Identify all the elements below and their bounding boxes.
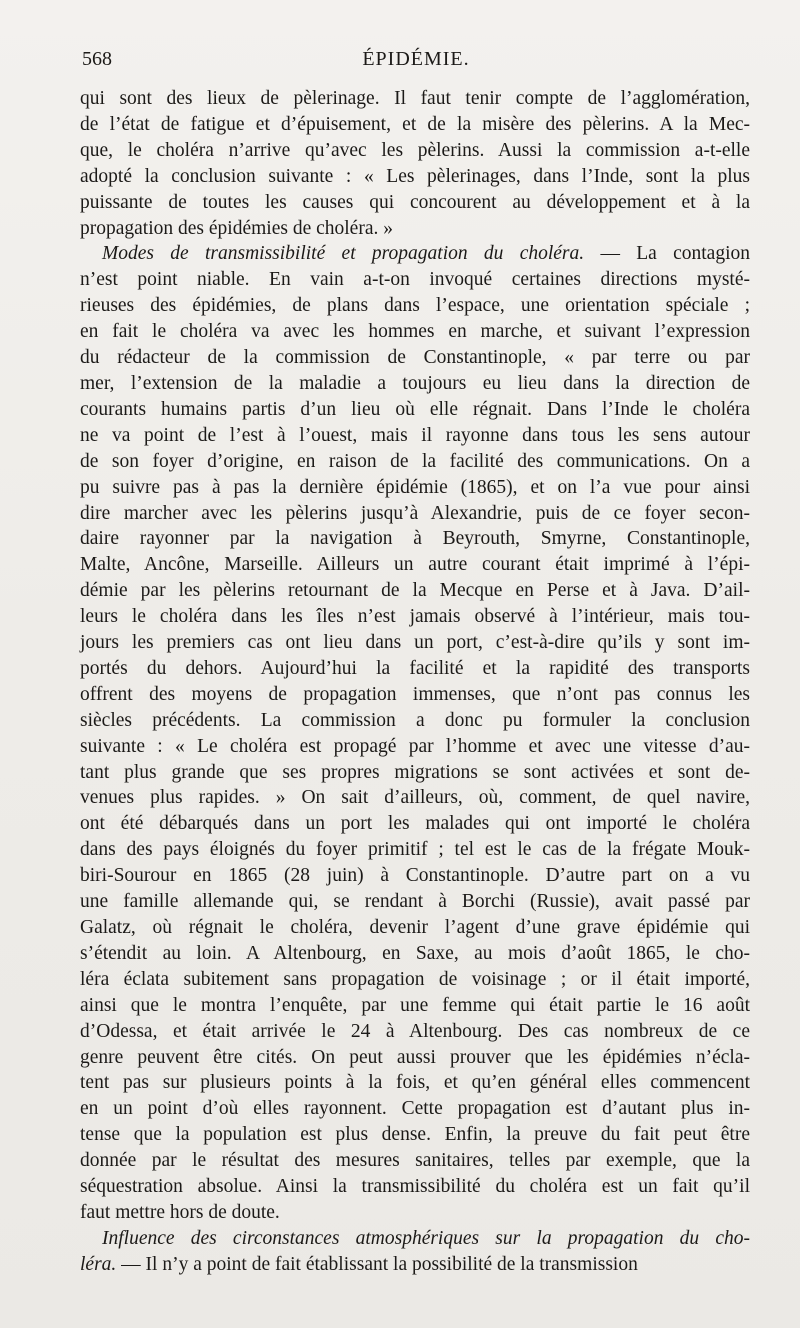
line-text: jours les premiers cas ont lieu dans un port, c’est-à-dire qu’ils y sont im- [80,632,750,654]
text-line [80,915,750,941]
line-text: s’étendit au loin. A Altenbourg, en Saxe, au mois d’août 1865, le cho- [80,942,750,964]
text-line [80,449,750,475]
line-text: ainsi que le montra l’enquête, par une femme qui était partie le 16 août [80,994,750,1016]
text-line [80,112,750,138]
line-text: tent pas sur plusieurs points à la fois, et qu’en général elles commencent [80,1072,750,1094]
line-text: Malte, Ancône, Marseille. Ailleurs un autre courant était imprimé à l’épi- [80,554,750,576]
page-number: 568 [82,48,112,70]
text-line [80,734,750,760]
line-text: puissante de toutes les causes qui concourent au développement et à la [80,191,750,213]
text-line [80,1174,750,1200]
paragraph [80,86,750,241]
line-text: dire marcher avec les pèlerins jusqu’à Alexandrie, puis de ce foyer secon- [80,502,750,524]
text-line [80,423,750,449]
text-line [80,604,750,630]
line-text: tense que la population est plus dense. Enfin, la preuve du fait peut être [80,1124,750,1146]
line-text: faut mettre hors de doute. [80,1201,280,1223]
line-text: adopté la conclusion suivante : « Les pèlerinages, dans l’Inde, sont la plus [80,165,750,187]
line-text: siècles précédents. La commission a donc pu formuler la conclusion [80,709,750,731]
text-line [80,138,750,164]
line-text: suivante : « Le choléra est propagé par l’homme et avec une vitesse d’au- [80,735,750,757]
line-text: donnée par le résultat des mesures sanitaires, telles par exemple, que la [80,1150,750,1172]
line-text: en fait le choléra va avec les hommes en marche, et suivant l’expression [80,321,750,343]
line-text: mer, l’extension de la maladie a toujours eu lieu dans la direction de [80,372,750,394]
text-line [80,86,750,112]
text-line [80,475,750,501]
text-line [80,190,750,216]
line-text: portés du dehors. Aujourd’hui la facilité et la rapidité des transports [80,657,750,679]
text-line [80,293,750,319]
text-line [80,552,750,578]
text-line [80,1122,750,1148]
text-line [80,267,750,293]
text-line [80,811,750,837]
text-line [80,1019,750,1045]
text-line [80,1096,750,1122]
section-heading: Modes de transmissibilité et propagation du choléra. [102,243,585,265]
text-line [80,1148,750,1174]
text-line [80,397,750,423]
line-text: Galatz, où régnait le choléra, devenir l’agent d’une grave épidémie qui [80,917,750,938]
line-text: démie par les pèlerins retournant de la Mecque en Perse et à Java. D’ail- [80,580,750,602]
text-line [80,164,750,190]
line-text: daire rayonner par la navigation à Beyrouth, Smyrne, Constantinople, [80,528,750,550]
text-line [80,941,750,967]
line-text: d’Odessa, et était arrivée le 24 à Altenbourg. Des cas nombreux de ce [80,1020,750,1042]
line-text: venues plus rapides. » On sait d’ailleurs, où, comment, de quel navire, [80,787,750,809]
line-text: de l’état de fatigue et d’épuisement, et de la misère des pèlerins. A la Mec- [80,113,750,135]
line-text: que, le choléra n’arrive qu’avec les pèlerins. Aussi la commission a-t-elle [80,139,750,161]
line-text: genre peuvent être cités. On peut aussi prouver que les épidémies n’écla- [80,1046,750,1068]
section-heading: Influence des circonstances atmosphériques sur la propagation du cho- [102,1227,750,1249]
line-text: du rédacteur de la commission de Constantinople, « par terre ou par [80,347,750,369]
line-text: ne va point de l’est à l’ouest, mais il rayonne dans tous les sens autour [80,424,750,446]
section-heading: léra. [80,1253,117,1275]
text-line [80,1200,750,1226]
paragraph [80,241,750,1225]
text-line [80,241,750,267]
text-line [80,708,750,734]
text-line [80,1045,750,1071]
line-text: séquestration absolue. Ainsi la transmissibilité du choléra est un fait qu’il [80,1176,750,1198]
line-text: biri-Sourour en 1865 (28 juin) à Constantinople. D’autre part on a vu [80,865,750,887]
text-line [80,319,750,345]
line-text: — La contagion [584,243,751,265]
text-line [80,760,750,786]
text-line [80,1070,750,1096]
line-text: qui sont des lieux de pèlerinage. Il faut tenir compte de l’agglomération, [80,88,750,109]
text-line [80,837,750,863]
paragraph [80,1226,750,1278]
line-text: dans des pays éloignés du foyer primitif ; tel est le cas de la frégate Mouk- [80,839,750,861]
line-text: de son foyer d’origine, en raison de la facilité des communications. On a [80,450,750,472]
line-text: propagation des épidémies de choléra. » [80,217,393,239]
line-text: une famille allemande qui, se rendant à Borchi (Russie), avait passé par [80,891,750,913]
line-text: en un point d’où elles rayonnent. Cette propagation est d’autant plus in- [80,1098,750,1120]
text-line [80,501,750,527]
text-line [80,993,750,1019]
text-line [80,785,750,811]
line-text: leurs le choléra dans les îles n’est jamais observé à l’intérieur, mais tou- [80,606,750,628]
line-text: rieuses des épidémies, de plans dans l’espace, une orientation spéciale ; [80,295,750,317]
body-text [80,86,750,1278]
line-text: offrent des moyens de propagation immenses, que n’ont pas connus les [80,683,750,705]
text-line [80,889,750,915]
text-line [80,371,750,397]
text-line [80,682,750,708]
running-head: ÉPIDÉMIE. [362,48,470,70]
line-text: ont été débarqués dans un port les malades qui ont importé le choléra [80,813,750,835]
line-text: n’est point niable. En vain a-t-on invoqué certaines directions mysté- [80,269,750,291]
text-line [80,863,750,889]
line-text: tant plus grande que ses propres migrations se sont activées et sont de- [80,761,750,783]
line-text: — Il n’y a point de fait établissant la possibilité de la transmission [116,1253,638,1275]
text-line [80,216,750,242]
page-header [82,48,750,78]
text-line [80,656,750,682]
line-text: pu suivre pas à pas la dernière épidémie (1865), et on l’a vue pour ainsi [80,476,750,498]
text-line [80,630,750,656]
text-line [80,1226,750,1252]
text-line [80,578,750,604]
text-line [80,345,750,371]
text-line [80,967,750,993]
line-text: léra éclata subitement sans propagation de voisinage ; or il était importé, [80,968,750,990]
text-line [80,1252,750,1278]
text-line [80,526,750,552]
line-text: courants humains partis d’un lieu où elle régnait. Dans l’Inde le choléra [80,398,750,420]
